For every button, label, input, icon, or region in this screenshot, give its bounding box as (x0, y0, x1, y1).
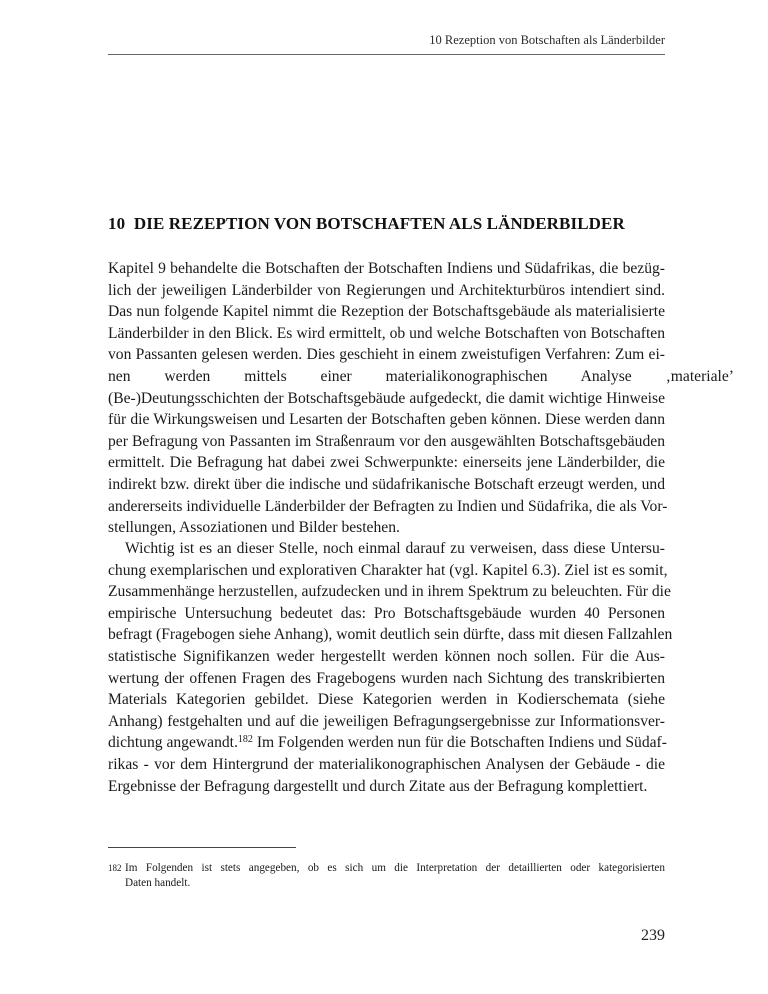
text-line: nen werden mittels einer materialikonographischen Analyse ‚materiale’ (108, 367, 734, 385)
text-line: lich der jeweiligen Länderbilder von Regierungen und Architekturbüros intendiert sind. (108, 281, 665, 299)
footnote-separator (108, 847, 296, 848)
footnote-line: Im Folgenden ist stets angegeben, ob es sich um die Interpretation der detaillierten oder kategorisierten (125, 862, 665, 874)
running-header: 10 Rezeption von Botschaften als Länderbilder (429, 33, 665, 47)
text-line: befragt (Fragebogen siehe Anhang), womit deutlich sein dürfte, dass mit diesen Fallzahlen (108, 626, 673, 644)
text-line: rikas - vor dem Hintergrund der materialikonographischen Analysen der Gebäude - die (108, 755, 665, 773)
chapter-number: 10 (108, 214, 126, 233)
page-number: 239 (641, 927, 665, 944)
text-line: Materials Kategorien gebildet. Diese Kategorien werden in Kodierschemata (siehe (108, 691, 665, 709)
text-line-with-footnote (108, 732, 665, 754)
text-segment: dichtung angewandt. (108, 734, 238, 752)
text-line: indirekt bzw. direkt über die indische und südafrikanische Botschaft erzeugt werden, und (108, 475, 665, 493)
text-line: ermittelt. Die Befragung hat dabei zwei Schwerpunkte: einerseits jene Länderbilder, die (108, 454, 665, 472)
footnote-number: 182 (108, 863, 122, 873)
text-line: von Passanten gelesen werden. Dies geschieht in einem zweistufigen Verfahren: Zum ei- (108, 346, 665, 364)
text-line: (Be-)Deutungsschichten der Botschaftsgebäude aufgedeckt, die damit wichtige Hinweise (108, 389, 665, 407)
text-line: per Befragung von Passanten im Straßenraum vor den ausgewählten Botschaftsgebäuden (108, 432, 665, 450)
text-segment: Im Folgenden werden nun für die Botschaften Indiens und Südaf- (252, 734, 667, 752)
text-line: Wichtig ist es an dieser Stelle, noch einmal darauf zu verweisen, dass diese Untersu- (125, 540, 665, 557)
footnote-text (125, 861, 665, 891)
paragraph-2 (108, 538, 673, 797)
text-line: für die Wirkungsweisen und Lesarten der Botschaften geben können. Diese werden dann (108, 411, 665, 429)
text-line: Anhang) festgehalten und auf die jeweiligen Befragungsergebnisse zur Informationsver- (108, 712, 665, 730)
paragraph-1 (108, 258, 734, 539)
text-line: andererseits individuelle Länderbilder der Befragten zu Indien und Südafrika, die als Vor- (108, 497, 668, 515)
chapter-heading (108, 214, 668, 234)
text-line: chung exemplarischen und explorativen Charakter hat (vgl. Kapitel 6.3). Ziel ist es somit, (108, 561, 668, 579)
header-rule (108, 54, 665, 55)
footnote (108, 861, 665, 891)
text-line: Kapitel 9 behandelte die Botschaften der Botschaften Indiens und Südafrikas, die bezüg- (108, 260, 665, 277)
text-line: Das nun folgende Kapitel nimmt die Rezeption der Botschaftsgebäude als materialisierte (108, 303, 665, 321)
text-line: Länderbilder in den Blick. Es wird ermittelt, ob und welche Botschaften von Botschaften (108, 324, 665, 342)
footnote-reference[interactable]: 182 (237, 734, 253, 746)
text-line: Ergebnisse der Befragung dargestellt und durch Zitate aus der Befragung komplettiert. (108, 777, 648, 795)
footnote-line: Daten handelt. (125, 877, 191, 889)
text-line: Zusammenhänge herzustellen, aufzudecken und in ihrem Spektrum zu beleuchten. Für die (108, 583, 671, 601)
text-line: empirische Untersuchung bedeutet das: Pro Botschaftsgebäude wurden 40 Personen (108, 604, 665, 622)
chapter-title-text: DIE REZEPTION VON BOTSCHAFTEN ALS LÄNDERBILDER (133, 214, 625, 233)
text-line: wertung der offenen Fragen des Fragebogens wurden nach Sichtung des transkribierten (108, 669, 665, 687)
text-line: stellungen, Assoziationen und Bilder bestehen. (108, 519, 400, 537)
text-line: statistische Signifikanzen weder hergestellt werden können noch sollen. Für die Aus- (108, 647, 665, 665)
